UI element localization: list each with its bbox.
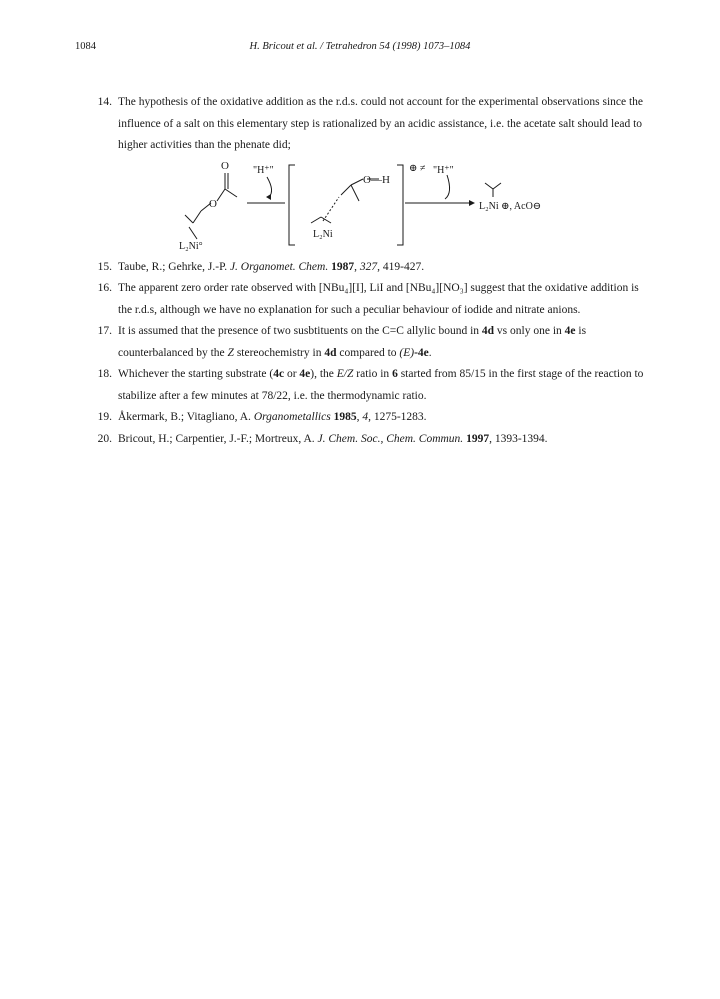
note-text: or — [286, 368, 297, 380]
bond — [311, 217, 321, 223]
ref-journal: J. Chem. Soc., Chem. Commun. — [317, 432, 464, 445]
note-14 — [88, 92, 652, 157]
running-title: H. Bricout et al. / Tetrahedron 54 (1998) 1073–1084 — [249, 41, 471, 52]
note-15: 15. Taube, R.; Gehrke, J.-P. J. Organomet. Chem. 1987, 327, 419-427. — [88, 257, 652, 279]
bond — [351, 185, 359, 201]
note-text: ), the — [310, 368, 334, 380]
ref-pages: 1393-1394. — [494, 432, 548, 445]
ref-authors: Bricout, H.; Carpentier, J.-F.; Mortreux, A. — [118, 432, 315, 445]
page-number: 1084 — [75, 41, 96, 52]
note-text: started from 85/15 in the first stage of the reaction to stabilize after a few minutes at 78/22, i.e. the thermodynamic ratio. — [118, 368, 644, 402]
compound-ref: 4d — [324, 346, 337, 359]
note-number: 14. — [97, 96, 112, 108]
stereo-descriptor: E/Z — [336, 368, 354, 380]
note-text: The apparent zero order rate observed with [NBu₄][I], LiI and [NBu₄][NO₃] suggest that the oxidative addition is the r.d.s, although we have no explanation for such a peculiar behaviour of iodide and nitrate anions. — [118, 282, 639, 316]
ts-bracket-left — [289, 165, 295, 245]
note-number: 18. — [97, 368, 112, 380]
bond — [185, 215, 193, 223]
note-number: 15. — [97, 260, 112, 273]
note-18 — [88, 364, 652, 407]
note-number: 19. — [97, 411, 112, 423]
note-20: 20. Bricout, H.; Carpentier, J.-F.; Mortreux, A. J. Chem. Soc., Chem. Commun. 1997, 1393-1394. — [88, 429, 652, 451]
note-text: is counterbalanced by the — [118, 325, 587, 359]
ts-charge: ⊕ ≠ — [409, 162, 426, 174]
bond — [493, 183, 501, 189]
note-number: 17. — [97, 325, 112, 337]
bond — [193, 211, 201, 223]
product-label: L₂Ni ⊕, AcO⊖ — [479, 200, 542, 212]
proton-label-right: "H⁺" — [433, 164, 454, 176]
bond — [217, 189, 225, 201]
ref-volume: 327 — [359, 260, 378, 273]
bond — [321, 217, 331, 223]
note-16 — [88, 278, 652, 321]
page-header — [75, 41, 645, 57]
note-text: Whichever the starting substrate ( — [118, 368, 274, 380]
note-number: 16. — [97, 282, 112, 294]
ref-authors: Taube, R.; Gehrke, J.-P. — [118, 260, 228, 273]
curved-arrow — [267, 177, 272, 197]
compound-ref: 4e — [564, 325, 576, 337]
compound-ref: 4e — [299, 368, 311, 380]
reaction-scheme — [163, 157, 583, 257]
ts-nickel: L₂Ni — [313, 228, 333, 240]
bond — [485, 183, 493, 189]
ref-year: 1997 — [466, 432, 490, 445]
bond — [225, 189, 237, 197]
ref-journal: Organometallics — [253, 411, 331, 423]
ref-year: 1987 — [331, 260, 355, 273]
note-17 — [88, 321, 652, 364]
note-text: vs only one in — [496, 325, 562, 337]
note-text: . — [428, 346, 432, 359]
partial-bond — [323, 197, 339, 221]
note-19: 19. Åkermark, B.; Vitagliano, A. Organometallics 1985, 4, 1275-1283. — [88, 407, 652, 429]
note-text: compared to — [339, 346, 397, 359]
note-number: 20. — [97, 432, 112, 445]
arrowhead — [266, 194, 271, 200]
ni-coordination — [189, 227, 197, 239]
ref-authors: Åkermark, B.; Vitagliano, A. — [118, 411, 251, 423]
bond — [341, 185, 351, 195]
ref-journal: J. Organomet. Chem. — [229, 260, 329, 273]
bond — [351, 179, 363, 185]
compound-ref: 6 — [392, 368, 398, 380]
compound-ref: 4c — [273, 368, 285, 380]
note-text: The hypothesis of the oxidative addition as the r.d.s. could not account for the experimental observations since the influence of a salt on this elementary step is rationalized by an acidic assistance, i.e. the acetate salt should lead to higher activities than the phenate did; — [118, 96, 644, 151]
carbonyl-oxygen: O — [221, 159, 229, 172]
notes-list — [88, 92, 652, 450]
ester-oxygen: O — [209, 197, 217, 210]
note-text: It is assumed that the presence of two susbtituents on the C=C allylic bound in — [118, 325, 480, 337]
stereo-descriptor: Z — [227, 346, 234, 359]
proton-label-left: "H⁺" — [253, 164, 274, 176]
arrowhead — [469, 200, 475, 206]
compound-ref: -4e — [414, 346, 429, 359]
ts-bracket-right — [397, 165, 403, 245]
stereo-descriptor: (E) — [399, 346, 415, 359]
ref-volume: 4 — [362, 411, 369, 423]
ref-year: 1985 — [333, 411, 357, 423]
ref-pages: 1275-1283. — [373, 411, 427, 423]
left-catalyst: L₂Ni° — [179, 240, 203, 252]
ref-pages: 419-427. — [382, 260, 425, 273]
note-text: ratio in — [356, 368, 390, 380]
ts-oh-label: O—H — [363, 173, 390, 186]
compound-ref: 4d — [481, 325, 495, 337]
curved-arrow — [445, 175, 450, 199]
note-text: stereochemistry in — [236, 346, 322, 359]
